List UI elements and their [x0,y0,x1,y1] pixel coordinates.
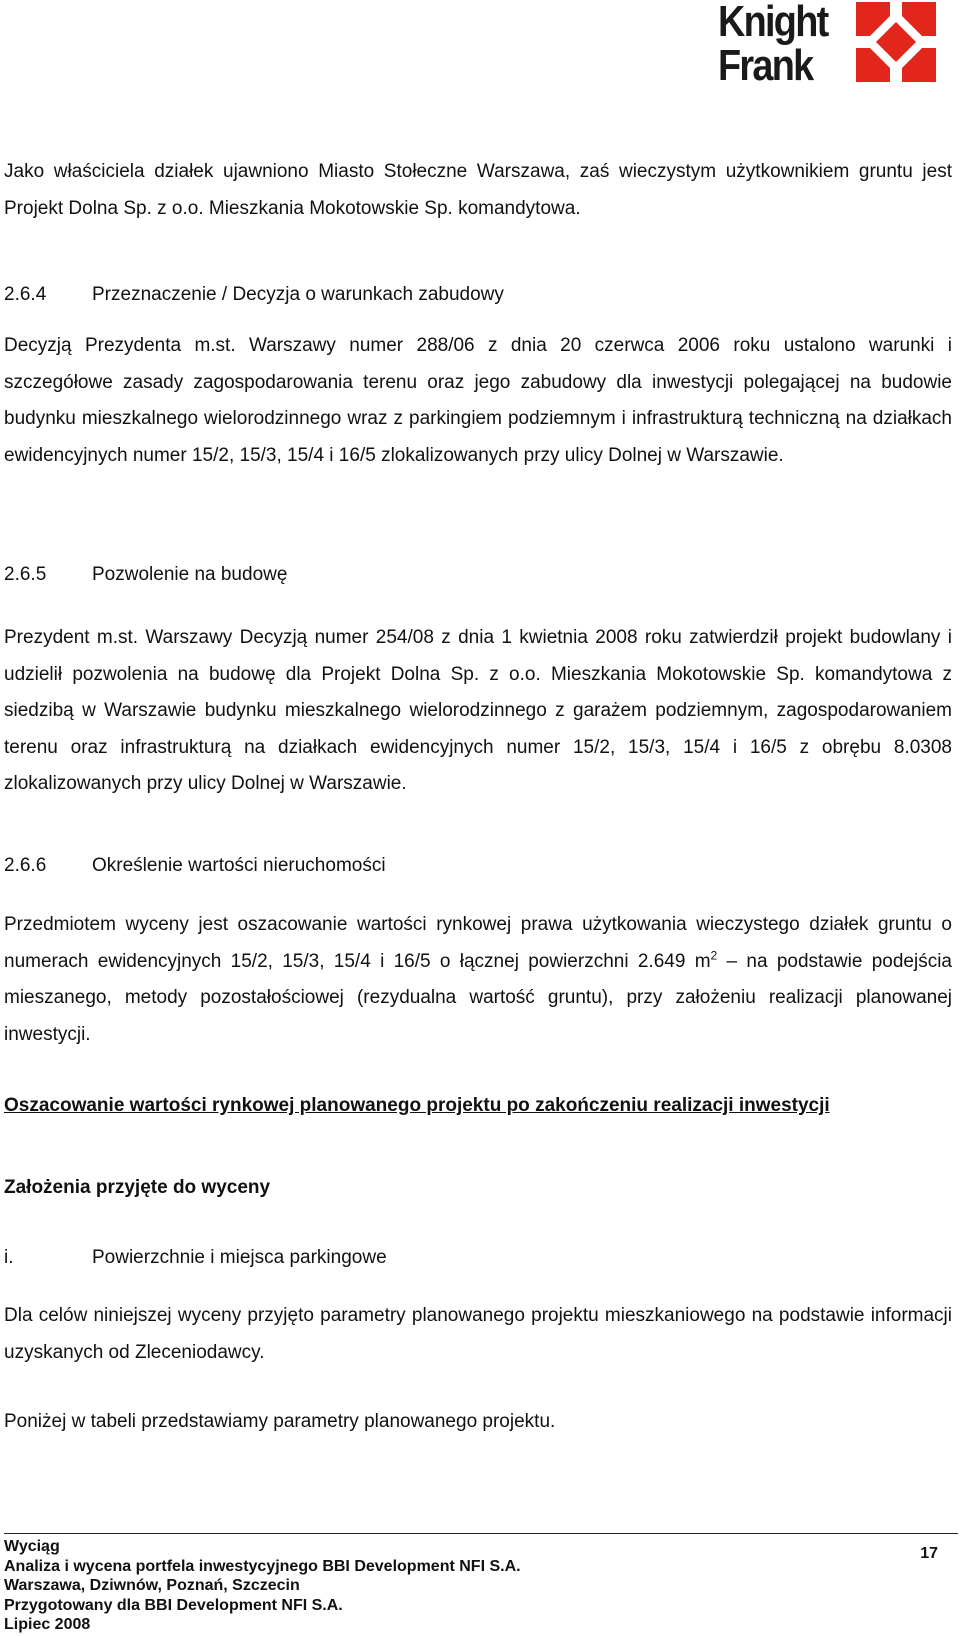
heading-number: 2.6.5 [4,564,47,585]
logo-line-knight: Knight [718,0,828,46]
paragraph-building-permit: Prezydent m.st. Warszawy Decyzją numer 254/08 z dnia 1 kwietnia 2008 roku zatwierdził projekt budowlany i udzielił pozwolenia na budowę dla Projekt Dolna Sp. z o.o. Mieszkania Mokotowskie Sp. komandytowa z siedzibą w Warszawie budynku mieszkalnego wielorodzinnego z garażem podziemnym, zagospodarowaniem terenu oraz infrastrukturą na działkach ewidencyjnych numer 15/2, 15/3, 15/4 i 16/5 z obrębu 8.0308 zlokalizowanych przy ulicy Dolnej w Warszawie. [4,627,952,794]
knight-frank-logo [718,0,936,90]
heading-title: Pozwolenie na budowę [92,564,288,585]
heading-2-6-6 [4,848,386,884]
heading-title: Przeznaczenie / Decyzja o warunkach zabudowy [92,284,504,305]
paragraph-valuation-subject [4,907,952,1053]
heading-title: Określenie wartości nieruchomości [92,855,386,876]
heading-2-6-4 [4,277,504,313]
logo-wordmark [718,0,828,88]
item-title: Powierzchnie i miejsca parkingowe [92,1247,387,1268]
valuation-text-post: – na podstawie podejścia mieszanego, metody pozostałościowej (rezydualna wartość gruntu), przy założeniu realizacji planowanej inwestycji. [4,950,952,1045]
footer-line: Lipiec 2008 [4,1616,91,1634]
footer-line: Warszawa, Dziwnów, Poznań, Szczecin [4,1577,300,1595]
item-heading-i [4,1240,387,1276]
paragraph-zoning-decision: Decyzją Prezydenta m.st. Warszawy numer 288/06 z dnia 20 czerwca 2006 roku ustalono warunki i szczegółowe zasady zagospodarowania terenu oraz jego zabudowy dla inwestycji polegającej na budowie budynku mieszkalnego wielorodzinnego wraz z parkingiem podziemnym i infrastrukturą techniczną na działkach ewidencyjnych numer 15/2, 15/3, 15/4 i 16/5 zlokalizowanych przy ulicy Dolnej w Warszawie. [4,335,952,466]
footer-divider [4,1533,958,1534]
footer-line: Analiza i wycena portfela inwestycyjnego BBI Development NFI S.A. [4,1557,521,1575]
heading-number: 2.6.4 [4,284,47,305]
valuation-text-pre: Przedmiotem wyceny jest oszacowanie wartości rynkowej prawa użytkowania wieczystego działek gruntu o numerach ewidencyjnych 15/2, 15/3, 15/4 i 16/5 o łącznej powierzchni 2.649 m [4,914,952,972]
page-footer [4,1537,952,1635]
heading-2-6-5 [4,557,287,593]
section-title: Oszacowanie wartości rynkowej planowanego projektu po zakończeniu realizacji inwestycji [4,1095,830,1116]
footer-line: Przygotowany dla BBI Development NFI S.A. [4,1596,343,1614]
paragraph-areas: Dla celów niniejszej wyceny przyjęto parametry planowanego projektu mieszkaniowego na podstawie informacji uzyskanych od Zleceniodawcy. [4,1305,952,1363]
paragraph-table-intro: Poniżej w tabeli przedstawiamy parametry planowanego projektu. [4,1411,556,1432]
paragraph-owners: Jako właściciela działek ujawniono Miasto Stołeczne Warszawa, zaś wieczystym użytkownikiem gruntu jest Projekt Dolna Sp. z o.o. Mieszkania Mokotowskie Sp. komandytowa. [4,161,952,219]
item-number: i. [4,1247,14,1268]
page-number: 17 [920,1545,938,1562]
logo-mark-icon [856,2,936,82]
heading-number: 2.6.6 [4,855,47,876]
assumptions-heading: Założenia przyjęte do wyceny [4,1177,271,1198]
footer-line: Wyciąg [4,1538,60,1555]
logo-line-frank: Frank [718,41,813,90]
area-unit-superscript: 2 [710,948,718,963]
